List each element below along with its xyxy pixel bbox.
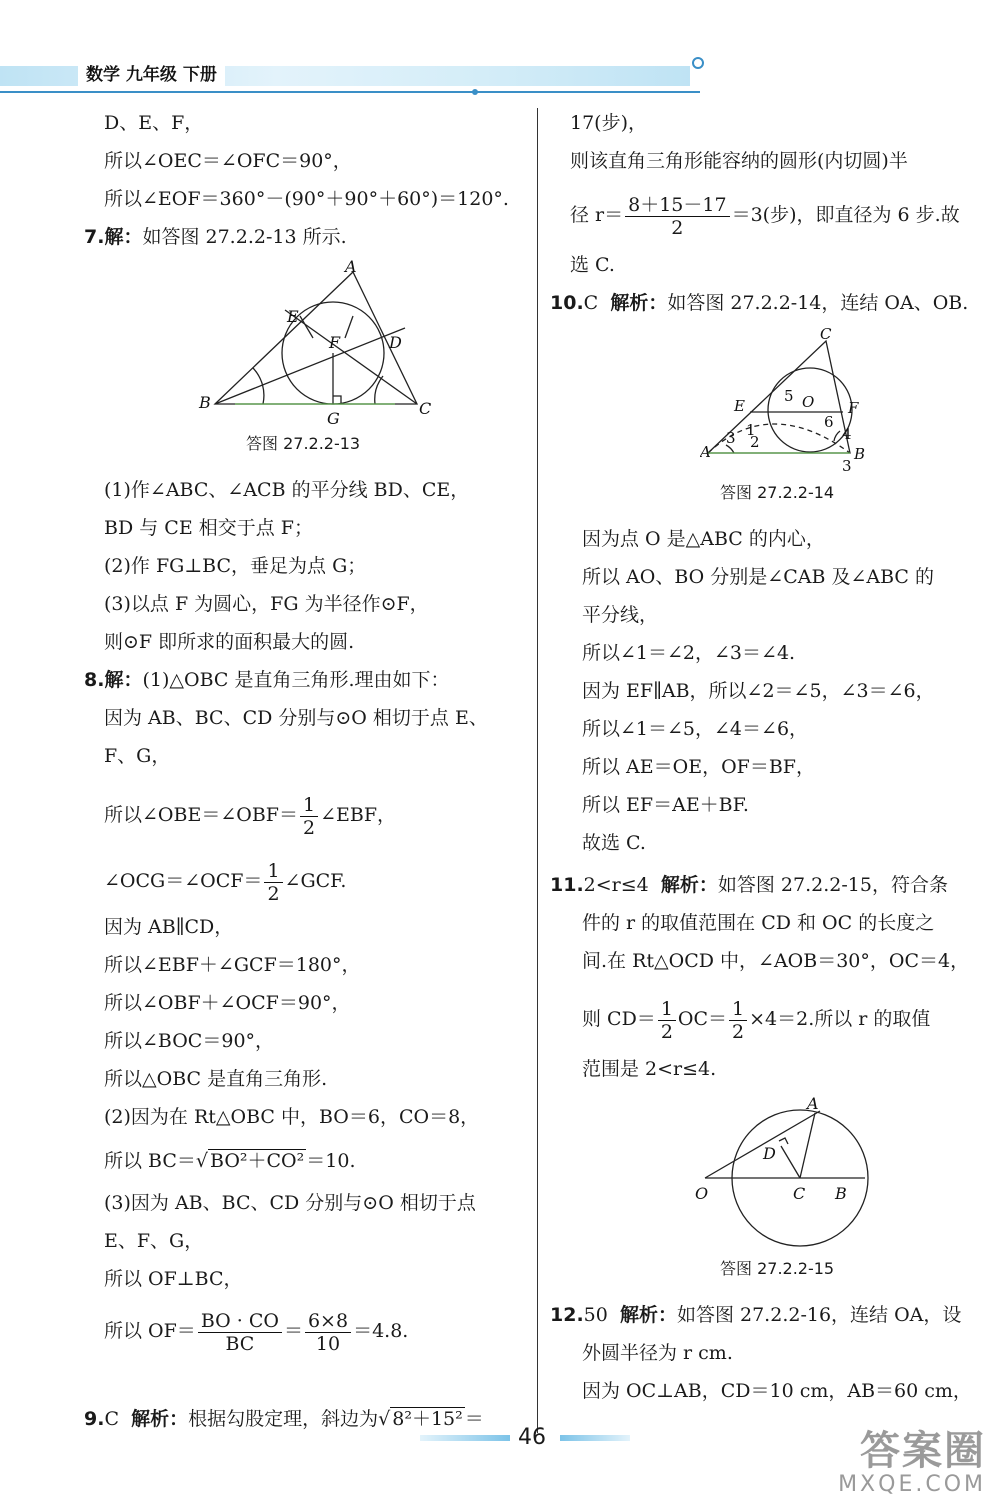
numerator: 6×8 (305, 1310, 351, 1333)
page-number: 46 (518, 1425, 546, 1450)
text-line: 范围是 2<r≤4. (582, 1058, 717, 1080)
text-line: 平分线， (582, 604, 659, 626)
question-text: 如答图 27.2.2-15，符合条 (717, 874, 948, 896)
question-10 (550, 290, 968, 316)
segment-cd (781, 1146, 800, 1178)
text-line: 所以∠1＝∠2，∠3＝∠4. (582, 642, 796, 664)
question-number: 11. (550, 874, 584, 896)
denominator: 2 (302, 816, 316, 839)
formula-text: 径 r＝ (570, 204, 624, 226)
segment-ca (800, 1113, 815, 1178)
text-line: F、G， (104, 745, 171, 767)
numerator: BO · CO (198, 1310, 282, 1333)
text-line: (2)因为在 Rt△OBC 中，BO＝6，CO＝8， (104, 1106, 480, 1128)
formula-line (104, 1306, 408, 1356)
formula-text: ∠EBF， (320, 804, 397, 826)
label-c: C (820, 325, 832, 343)
formula-text: ∠OCG＝∠OCF＝ (104, 870, 263, 892)
answer-head: 解： (104, 226, 143, 248)
formula-text: ＝3(步)，即直径为 6 步.故 (731, 204, 960, 226)
question-7 (84, 224, 347, 250)
text-line: 件的 r 的取值范围在 CD 和 OC 的长度之 (582, 912, 935, 934)
label-o: O (695, 1184, 709, 1203)
question-12 (550, 1302, 961, 1328)
figure-27-2-2-14 (700, 325, 880, 475)
text-line: E、F、G， (104, 1230, 204, 1252)
formula-text: ＝4.8. (353, 1320, 409, 1342)
answer-choice: 2<r≤4 (583, 874, 649, 896)
radical-sign: √ (378, 1408, 391, 1430)
text-line: 所以∠1＝∠5，∠4＝∠6， (582, 718, 809, 740)
formula-line (104, 856, 346, 906)
text-line: 所以∠BOC＝90°， (104, 1030, 275, 1052)
figure-27-2-2-13 (195, 258, 435, 428)
numerator: 8＋15－17 (625, 194, 729, 217)
label-d: D (389, 333, 402, 352)
numerator: 1 (729, 998, 747, 1021)
question-number: 7. (84, 226, 105, 248)
text-line: (2)作 FG⊥BC，垂足为点 G； (104, 555, 367, 577)
bisector-bd (215, 328, 405, 404)
watermark-url: MXQE.COM (838, 1472, 986, 1497)
question-8 (84, 667, 450, 693)
text-line: 故选 C. (582, 832, 646, 854)
formula-line (104, 1148, 355, 1174)
text-line: 所以 AO、BO 分别是∠CAB 及∠ABC 的 (582, 566, 934, 588)
denominator: 10 (315, 1332, 341, 1355)
formula-line (582, 994, 930, 1044)
text-line: 所以 EF＝AE＋BF. (582, 794, 749, 816)
numerator: 1 (264, 860, 282, 883)
angle-4: 4 (842, 425, 852, 443)
text-line: (1)作∠ABC、∠ACB 的平分线 BD、CE， (104, 479, 470, 501)
right-angle-mark (333, 396, 341, 404)
angle-2: 2 (750, 433, 760, 451)
formula-text: 则 CD＝ (582, 1008, 656, 1030)
text-line: 所以∠OEC＝∠OFC＝90°， (104, 150, 352, 172)
text-line: 17(步)， (570, 112, 648, 134)
denominator: 2 (671, 216, 684, 239)
label-a: A (700, 443, 711, 461)
denominator: 2 (732, 1020, 745, 1043)
watermark-text: 答案圈 (860, 1428, 986, 1474)
label-f: F (329, 333, 341, 352)
construction-arc (300, 316, 313, 338)
angle-5: 5 (784, 387, 794, 405)
answer-choice: C (583, 292, 599, 314)
formula-text: ×4＝2.所以 r 的取值 (749, 1008, 931, 1030)
answer-choice: 50 (583, 1304, 608, 1326)
denominator: BC (225, 1332, 255, 1355)
figure-caption: 答图 27.2.2-15 (720, 1259, 835, 1278)
numerator: 1 (300, 794, 318, 817)
question-text: 根据勾股定理，斜边为 (188, 1408, 379, 1430)
text-line: 所以∠OBF＋∠OCF＝90°， (104, 992, 351, 1014)
question-text: (1)△OBC 是直角三角形.理由如下： (142, 669, 450, 691)
figure-caption: 答图 27.2.2-14 (720, 483, 835, 502)
label-a: A (345, 258, 357, 276)
label-e: E (734, 397, 745, 415)
text-line: 所以∠EBF＋∠GCF＝180°， (104, 954, 361, 976)
denominator: 2 (267, 882, 280, 905)
text-line: D、E、F， (104, 112, 204, 134)
analysis-head: 解析： (660, 874, 718, 896)
text-line: (3)因为 AB、BC、CD 分别与⊙O 相切于点 (104, 1192, 476, 1214)
label-a: A (807, 1094, 819, 1113)
label-f: F (848, 399, 859, 417)
formula-text: 所以∠OBE＝∠OBF＝ (104, 804, 298, 826)
text-line: 所以 OF⊥BC， (104, 1268, 243, 1290)
triangle-abc (215, 272, 417, 404)
right-angle-mark (779, 1138, 788, 1144)
question-text: 如答图 27.2.2-13 所示. (142, 226, 347, 248)
formula-text: ∠GCF. (284, 870, 347, 892)
formula-text: 所以 BC＝ (104, 1150, 196, 1172)
radicand: BO²＋CO² (210, 1150, 305, 1172)
angle-3: 3 (842, 457, 852, 475)
radicand: 8²＋15² (392, 1408, 463, 1430)
text-line: 因为 EF∥AB，所以∠2＝∠5，∠3＝∠6， (582, 680, 935, 702)
label-c: C (419, 399, 432, 418)
label-e: E (287, 307, 299, 326)
text-line: BD 与 CE 相交于点 F； (104, 517, 313, 539)
text-line: 因为点 O 是△ABC 的内心， (582, 528, 825, 550)
label-g: G (327, 409, 340, 428)
denominator: 2 (660, 1020, 673, 1043)
question-number: 9. (84, 1408, 105, 1430)
formula-line (570, 190, 960, 240)
fraction (625, 194, 729, 239)
footer-decoration (560, 1435, 630, 1441)
text-line: 则⊙F 即所求的面积最大的圆. (104, 631, 355, 653)
text-line: 所以△OBC 是直角三角形. (104, 1068, 328, 1090)
formula-text: ＝ (464, 1408, 484, 1430)
fraction (658, 998, 676, 1043)
question-text: 如答图 27.2.2-16，连结 OA，设 (676, 1304, 962, 1326)
analysis-head: 解析： (610, 292, 668, 314)
text-line: 所以 AE＝OE，OF＝BF， (582, 756, 815, 778)
text-line: 因为 AB∥CD， (104, 916, 234, 938)
numerator: 1 (658, 998, 676, 1021)
question-11 (550, 872, 948, 898)
question-text: 如答图 27.2.2-14，连结 OA、OB. (667, 292, 969, 314)
label-b: B (835, 1184, 847, 1203)
fraction (300, 794, 318, 839)
angle-6: 6 (824, 413, 834, 431)
label-b: B (199, 393, 211, 412)
question-number: 8. (84, 669, 105, 691)
figure-27-2-2-15 (695, 1093, 915, 1263)
text-line: (3)以点 F 为圆心，FG 为半径作⊙F， (104, 593, 429, 615)
formula-text: 所以 OF＝ (104, 1320, 196, 1342)
fraction (198, 1310, 282, 1355)
right-column (540, 0, 1000, 1440)
formula-text: ＝10. (306, 1150, 356, 1172)
footer-decoration (420, 1435, 510, 1441)
answer-head: 解： (104, 669, 143, 691)
construction-arc (345, 316, 353, 338)
formula-text: OC＝ (677, 1008, 728, 1030)
watermark (838, 1429, 986, 1497)
radical-sign: √ (195, 1150, 209, 1172)
question-number: 10. (550, 292, 584, 314)
label-o: O (802, 393, 815, 411)
analysis-head: 解析： (131, 1408, 189, 1430)
label-b: B (854, 445, 866, 463)
formula-text: ＝ (283, 1320, 303, 1342)
header-title: 数学 九年级 下册 (78, 63, 225, 87)
label-c: C (793, 1184, 806, 1203)
column-divider (537, 108, 538, 1433)
angle-3: 3 (726, 429, 736, 447)
angle-1: 1 (746, 421, 756, 439)
text-line: 间.在 Rt△OCD 中，∠AOB＝30°，OC＝4， (582, 950, 970, 972)
text-line: 选 C. (570, 254, 615, 276)
text-line: 因为 OC⊥AB，CD＝10 cm，AB＝60 cm， (582, 1380, 972, 1402)
fraction (264, 860, 282, 905)
figure-caption: 答图 27.2.2-13 (246, 434, 361, 453)
formula-line (104, 790, 396, 840)
answer-choice: C (104, 1408, 119, 1430)
text-line: 因为 AB、BC、CD 分别与⊙O 相切于点 E、 (104, 707, 488, 729)
text-line: 外圆半径为 r cm. (582, 1342, 733, 1364)
label-d: D (763, 1144, 776, 1163)
fraction (305, 1310, 351, 1355)
text-line: 所以∠EOF＝360°－(90°＋90°＋60°)＝120°. (104, 188, 509, 210)
fraction (729, 998, 747, 1043)
analysis-head: 解析： (619, 1304, 677, 1326)
text-line: 则该直角三角形能容纳的圆形(内切圆)半 (570, 150, 908, 172)
question-number: 12. (550, 1304, 584, 1326)
